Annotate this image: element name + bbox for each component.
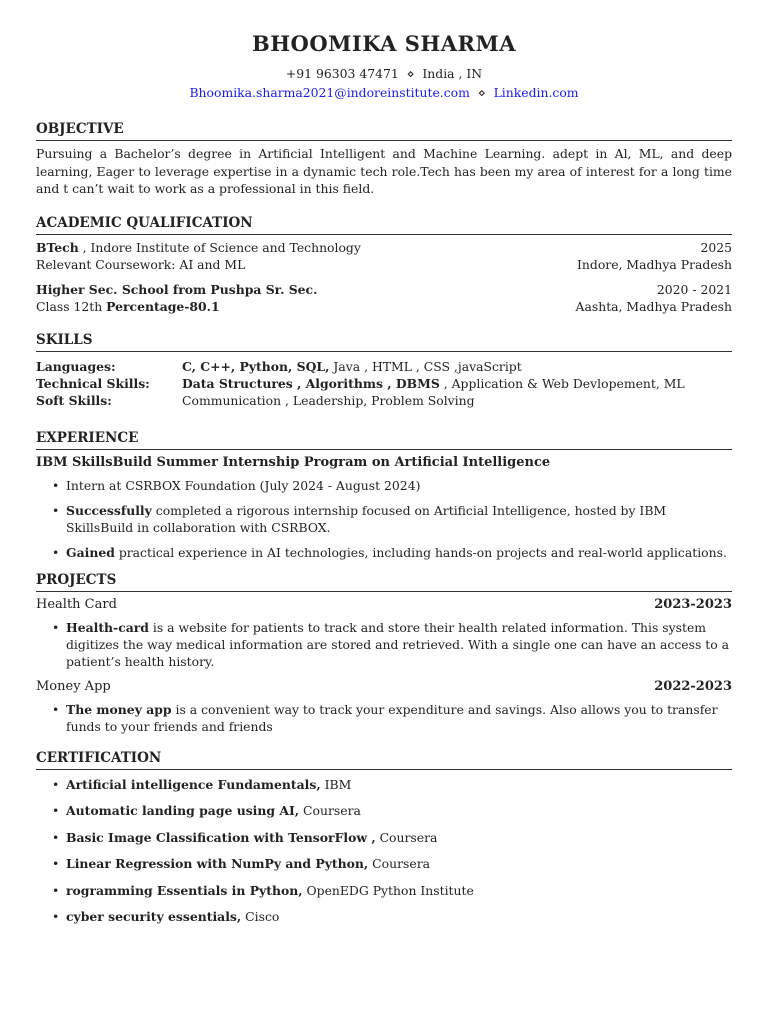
- skill-label: Technical Skills:: [36, 375, 150, 391]
- bullet-bold: Gained: [66, 544, 115, 560]
- academic-date: 2020 - 2021: [656, 281, 732, 297]
- bullet-text: practical experience in AI technologies, including hands-on projects and real-world applications.: [114, 544, 727, 560]
- cert-issuer: IBM: [320, 776, 352, 792]
- academic-place: Aashta, Madhya Pradesh: [575, 298, 732, 314]
- skill-values: [182, 392, 732, 409]
- bullet-text: completed a rigorous internship focused on Artificial Intelligence, hosted by IBM SkillsBuild in collaboration with CSRBOX.: [66, 502, 667, 535]
- cert-issuer: Coursera: [375, 829, 438, 845]
- percentage: Percentage-80.1: [106, 298, 220, 314]
- skill-bold: C, C++, Python, SQL,: [182, 358, 330, 374]
- academic-entry: [36, 239, 732, 273]
- skill-label: Soft Skills:: [36, 392, 112, 408]
- cert-issuer: OpenEDG Python Institute: [302, 882, 474, 898]
- class-label: Class 12th: [36, 298, 107, 314]
- location: India , IN: [422, 66, 483, 81]
- skill-values: [182, 358, 732, 375]
- project-date: 2023-2023: [654, 596, 732, 612]
- phone-number: +91 96303 47471: [285, 66, 399, 81]
- list-item: [36, 619, 732, 670]
- project-header: [36, 678, 732, 695]
- linkedin-link[interactable]: Linkedin.com: [493, 85, 579, 100]
- academic-date: 2025: [700, 239, 732, 255]
- list-item: [36, 776, 732, 793]
- skills-grid: [36, 358, 732, 409]
- skills-section: [36, 331, 732, 409]
- list-item: [36, 477, 732, 494]
- section-title-projects: PROJECTS: [36, 571, 732, 592]
- section-title-academic: ACADEMIC QUALIFICATION: [36, 214, 732, 235]
- bullet-text: is a website for patients to track and store their health related information. This system digitizes the way medical information are stored and retrieved. With a single one can have an access to a patient’s health history.: [66, 619, 730, 669]
- list-item: [36, 701, 732, 735]
- skill-values: [182, 375, 732, 392]
- institution: , Indore Institute of Science and Technology: [78, 239, 361, 255]
- cert-name: Artificial intelligence Fundamentals,: [66, 776, 321, 792]
- diamond-separator-icon: ⋄: [406, 66, 415, 81]
- resume-page: [36, 0, 732, 925]
- skill-rest: Java , HTML , CSS ,javaScript: [329, 358, 522, 374]
- cert-issuer: Cisco: [241, 909, 280, 924]
- skill-bold: Data Structures , Algorithms , DBMS: [182, 375, 440, 391]
- coursework: Relevant Coursework: AI and ML: [36, 256, 246, 272]
- bullet-text: is a convenient way to track your expenditure and savings. Also allows you to transfer funds to your friends and friends: [66, 701, 718, 734]
- skill-rest: , Application & Web Devlopement, ML: [439, 375, 685, 391]
- bullet-bold: Successfully: [66, 502, 152, 518]
- list-item: [36, 829, 732, 846]
- experience-role: IBM SkillsBuild Summer Internship Program on Artificial Intelligence: [36, 454, 551, 470]
- section-title-experience: EXPERIENCE: [36, 429, 732, 450]
- project-bullets: [36, 701, 732, 735]
- candidate-name: BHOOMIKA SHARMA: [251, 31, 517, 56]
- contact-line-1: [36, 64, 732, 83]
- project-bullets: [36, 619, 732, 670]
- academic-section: [36, 214, 732, 315]
- contact-line-2: [36, 83, 732, 102]
- section-title-objective: OBJECTIVE: [36, 120, 732, 141]
- degree: BTech: [36, 239, 79, 255]
- degree: Higher Sec. School from Pushpa Sr. Sec.: [36, 281, 318, 297]
- experience-bullets: [36, 477, 732, 561]
- list-item: [36, 855, 732, 872]
- list-item: [36, 544, 732, 561]
- cert-name: cyber security essentials,: [66, 909, 242, 924]
- bullet-text: Intern at CSRBOX Foundation (July 2024 - August 2024): [66, 477, 421, 493]
- academic-entry: [36, 281, 732, 315]
- diamond-separator-icon: ⋄: [477, 85, 486, 100]
- objective-text: Pursuing a Bachelor’s degree in Artificial Intelligent and Machine Learning. adept in Al, ML, and deep learning, Eager to leverage expertise in a dynamic tech role.Tech has been my area of interest for a long time and t can’t wait to work as a professional in this field.: [36, 146, 732, 196]
- cert-name: Automatic landing page using AI,: [66, 803, 300, 818]
- cert-issuer: Coursera: [299, 803, 361, 818]
- certification-list: [36, 776, 732, 926]
- section-title-skills: SKILLS: [36, 331, 732, 352]
- project-header: [36, 596, 732, 613]
- cert-name: Linear Regression with NumPy and Python,: [66, 856, 369, 871]
- skill-rest: Communication , Leadership, Problem Solving: [182, 392, 475, 408]
- project-name: Money App: [36, 678, 111, 694]
- academic-place: Indore, Madhya Pradesh: [577, 256, 732, 272]
- project-date: 2022-2023: [654, 678, 732, 694]
- bullet-bold: The money app: [66, 701, 172, 717]
- certification-section: [36, 749, 732, 926]
- project-name: Health Card: [36, 596, 117, 612]
- list-item: [36, 502, 732, 536]
- list-item: [36, 802, 732, 819]
- experience-section: [36, 429, 732, 561]
- projects-section: [36, 571, 732, 735]
- section-title-certification: CERTIFICATION: [36, 749, 732, 770]
- email-link[interactable]: Bhoomika.sharma2021@indoreinstitute.com: [189, 85, 470, 100]
- list-item: [36, 908, 732, 925]
- skill-label: Languages:: [36, 358, 116, 374]
- cert-name: rogramming Essentials in Python,: [66, 882, 303, 898]
- objective-section: [36, 120, 732, 198]
- cert-issuer: Coursera: [368, 856, 431, 871]
- cert-name: Basic Image Classification with TensorFlow ,: [66, 829, 376, 845]
- bullet-bold: Health-card: [66, 619, 149, 635]
- list-item: [36, 882, 732, 899]
